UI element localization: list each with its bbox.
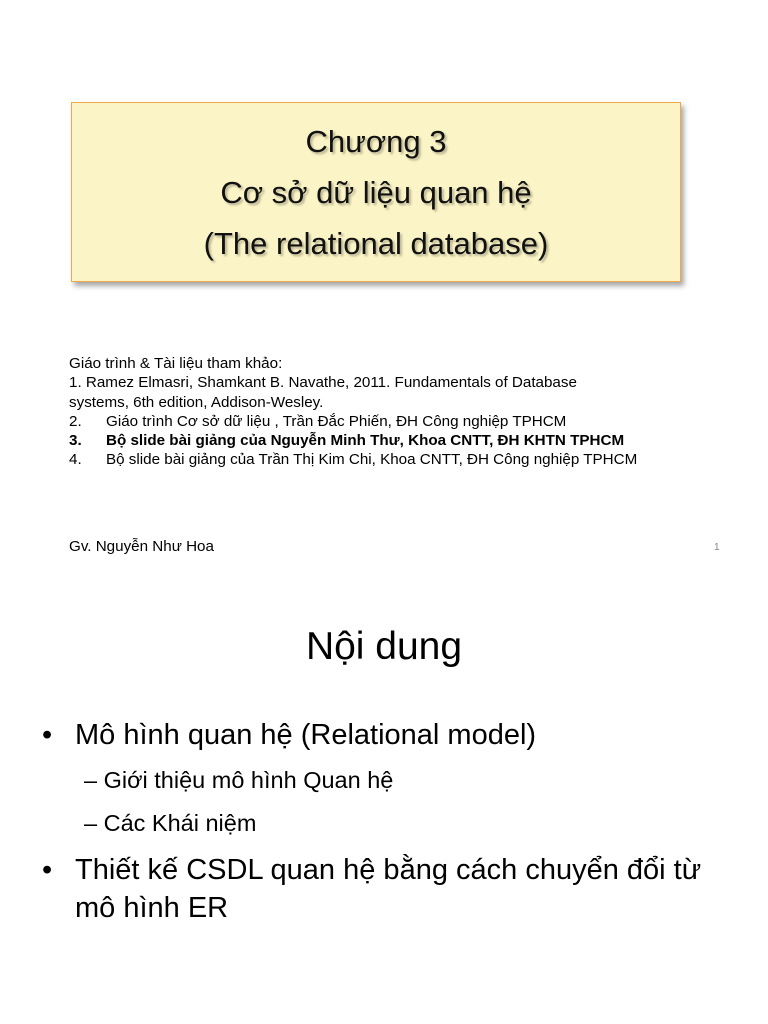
reference-text: Bộ slide bài giảng của Nguyễn Minh Thư, Khoa CNTT, ĐH KHTN TPHCM bbox=[106, 432, 625, 450]
chapter-title-english: (The relational database) bbox=[203, 225, 549, 261]
sub-item-introduction: – Giới thiệu mô hình Quan hệ bbox=[84, 767, 394, 793]
bullet-mark: • bbox=[42, 719, 53, 751]
sub-item-concepts: – Các Khái niệm bbox=[84, 810, 257, 836]
reference-number: 4. bbox=[69, 451, 82, 469]
contents-title: Nội dung bbox=[305, 625, 463, 668]
reference-text: Bộ slide bài giảng của Trần Thị Kim Chi, Khoa CNTT, ĐH Công nghiệp TPHCM bbox=[106, 451, 638, 469]
chapter-title-vietnamese: Cơ sở dữ liệu quan hệ bbox=[220, 174, 532, 210]
chapter-number: Chương 3 bbox=[305, 123, 447, 159]
references-heading: Giáo trình & Tài liệu tham khảo: bbox=[69, 355, 283, 372]
page-number: 1 bbox=[714, 542, 720, 553]
reference-item-1-line-1: 1. Ramez Elmasri, Shamkant B. Navathe, 2011. Fundamentals of Database bbox=[69, 374, 577, 392]
reference-item-3 bbox=[69, 431, 739, 450]
reference-number: 2. bbox=[69, 412, 82, 430]
bullet-mark: • bbox=[42, 854, 53, 886]
bullet-item-er-conversion bbox=[42, 851, 715, 927]
reference-item-2 bbox=[69, 412, 739, 431]
bullet-text: Thiết kế CSDL quan hệ bằng cách chuyển đổi từ mô hình ER bbox=[75, 854, 702, 924]
author-name: Gv. Nguyễn Như Hoa bbox=[69, 538, 214, 555]
chapter-title-box bbox=[71, 102, 681, 282]
reference-item-1-line-2: systems, 6th edition, Addison-Wesley. bbox=[69, 393, 324, 411]
bullet-item-relational-model bbox=[42, 716, 715, 754]
bullet-text: Mô hình quan hệ (Relational model) bbox=[75, 719, 537, 751]
references-block bbox=[69, 354, 739, 470]
reference-text: Giáo trình Cơ sở dữ liệu , Trần Đắc Phiến, ĐH Công nghiệp TPHCM bbox=[106, 412, 567, 430]
reference-number: 3. bbox=[69, 432, 82, 450]
reference-item-4 bbox=[69, 450, 739, 469]
slide-2 bbox=[0, 576, 768, 1024]
